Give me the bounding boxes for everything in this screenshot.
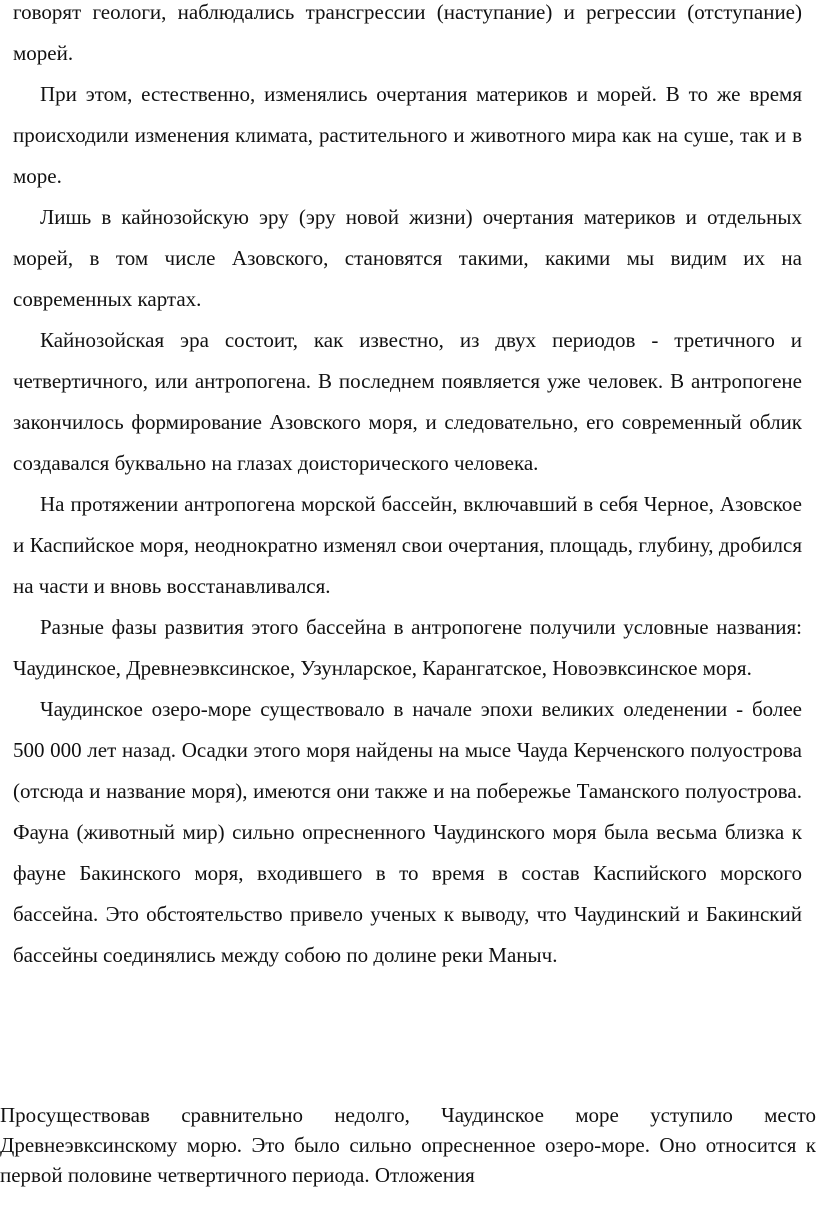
- paragraph: Лишь в кайнозойскую эру (эру новой жизни) очертания материков и отдельных морей, в том числе Азовского, становятся такими, какими мы видим их на современных картах.: [13, 205, 802, 311]
- paragraph-tail: Просуществовав сравнительно недолго, Чаудинское море уступило место Древнеэвксинскому морю. Это было сильно опресненное озеро-море. Оно относится к первой половине четвертичного периода. Отложения: [0, 1103, 816, 1187]
- paragraph: Кайнозойская эра состоит, как известно, из двух периодов - третичного и четвертичного, или антропогена. В последнем появляется уже человек. В антропогене закончилось формирование Азовского моря, и следовательно, его современный облик создавался буквально на глазах доисторического человека.: [13, 328, 802, 475]
- document-body: [13, 0, 802, 976]
- paragraph: Чаудинское озеро-море существовало в начале эпохи великих оледенении - более 500 000 лет назад. Осадки этого моря найдены на мысе Чауда Керченского полуострова (отсюда и название моря), имеются они также и на побережье Таманского полуострова. Фауна (животный мир) сильно опресненного Чаудинского моря была весьма близка к фауне Бакинского моря, входившего в то время в состав Каспийского морского бассейна. Это обстоятельство привело ученых к выводу, что Чаудинский и Бакинский бассейны соединялись между собою по долине реки Маныч.: [13, 697, 802, 967]
- document-tail: [0, 1100, 816, 1190]
- paragraph: При этом, естественно, изменялись очертания материков и морей. В то же время происходили изменения климата, растительного и животного мира как на суше, так и в море.: [13, 82, 802, 188]
- paragraph: Разные фазы развития этого бассейна в антропогене получили условные названия: Чаудинское, Древнеэвксинское, Узунларское, Карангатское, Новоэвксинское моря.: [13, 615, 802, 680]
- paragraph: На протяжении антропогена морской бассейн, включавший в себя Черное, Азовское и Каспийское моря, неоднократно изменял свои очертания, площадь, глубину, дробился на части и вновь восстанавливался.: [13, 492, 802, 598]
- paragraph-continuation: говорят геологи, наблюдались трансгрессии (наступание) и регрессии (отступание) морей.: [13, 0, 802, 65]
